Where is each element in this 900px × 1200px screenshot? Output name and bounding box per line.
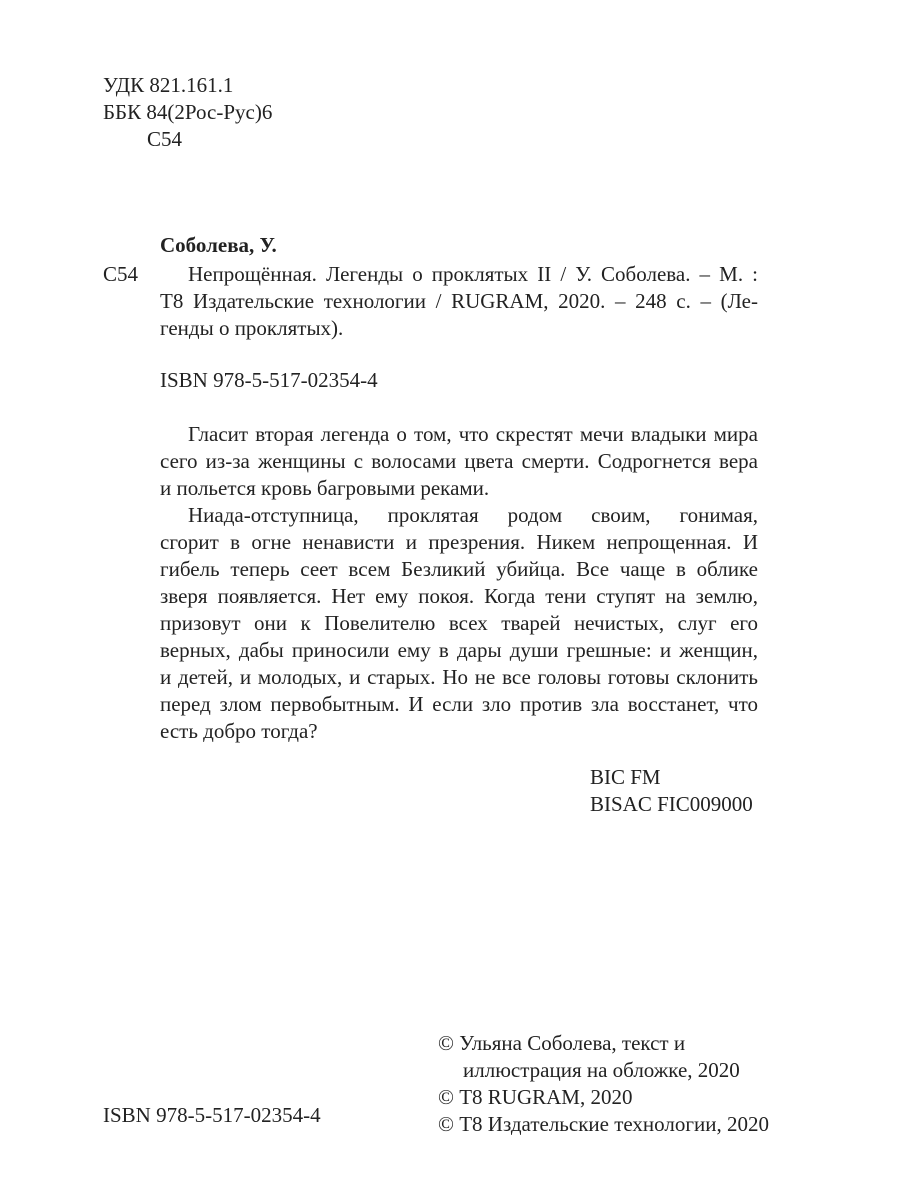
author-heading: Соболева, У.	[160, 233, 277, 257]
biblio-line: генды о проклятых).	[160, 316, 344, 340]
annotation-line: гибель теперь сеет всем Безликий убийца. Все чаще в облике	[160, 557, 758, 581]
annotation-line: и польется кровь багровыми реками.	[160, 476, 490, 500]
catalog-author-mark: С54	[103, 262, 139, 286]
biblio-line: Непрощённая. Легенды о проклятых II / У. Соболева. – М. :	[188, 262, 758, 286]
copyright-line: иллюстрация на обложке, 2020	[463, 1058, 740, 1082]
catalog-isbn: ISBN 978-5-517-02354-4	[160, 368, 378, 392]
subject-codes	[590, 764, 753, 818]
classification-codes	[103, 72, 272, 153]
annotation-line: Гласит вторая легенда о том, что скрестят мечи владыки мира	[188, 422, 758, 446]
biblio-line: Т8 Издательские технологии / RUGRAM, 2020. – 248 с. – (Ле-	[160, 289, 758, 313]
bic-code: BIC FM	[590, 765, 661, 789]
copyright-line: © Т8 Издательские технологии, 2020	[438, 1112, 769, 1136]
annotation-line: верных, дабы приносили ему в дары души грешные: и женщин,	[160, 638, 758, 662]
udk-code: УДК 821.161.1	[103, 73, 234, 97]
annotation-line: сгорит в огне ненависти и презрения. Никем непрощенная. И	[160, 530, 758, 554]
bisac-code: BISAC FIC009000	[590, 792, 753, 816]
copyright-line: © Ульяна Соболева, текст и	[438, 1031, 686, 1055]
annotation-line: зверя появляется. Нет ему покоя. Когда тени ступят на землю,	[160, 584, 758, 608]
copyright-line: © Т8 RUGRAM, 2020	[438, 1085, 633, 1109]
bibliographic-description	[160, 261, 758, 342]
annotation-line: и детей, и молодых, и старых. Но не все головы готовы склонить	[160, 665, 758, 689]
annotation-line: сего из-за женщины с волосами цвета смерти. Содрогнется вера	[160, 449, 758, 473]
annotation	[160, 421, 758, 745]
bbk-code: ББК 84(2Рос-Рус)6	[103, 100, 273, 124]
annotation-line: призовут они к Повелителю всех тварей нечистых, слуг его	[160, 611, 758, 635]
annotation-line: есть добро тогда?	[160, 719, 318, 743]
copyright-block	[438, 1030, 769, 1138]
annotation-line: Ниада-отступница, проклятая родом своим, гонимая,	[188, 503, 758, 527]
footer-isbn: ISBN 978-5-517-02354-4	[103, 1103, 321, 1127]
annotation-line: перед злом первобытным. И если зло против зла восстанет, что	[160, 692, 758, 716]
author-mark: С54	[147, 127, 183, 151]
